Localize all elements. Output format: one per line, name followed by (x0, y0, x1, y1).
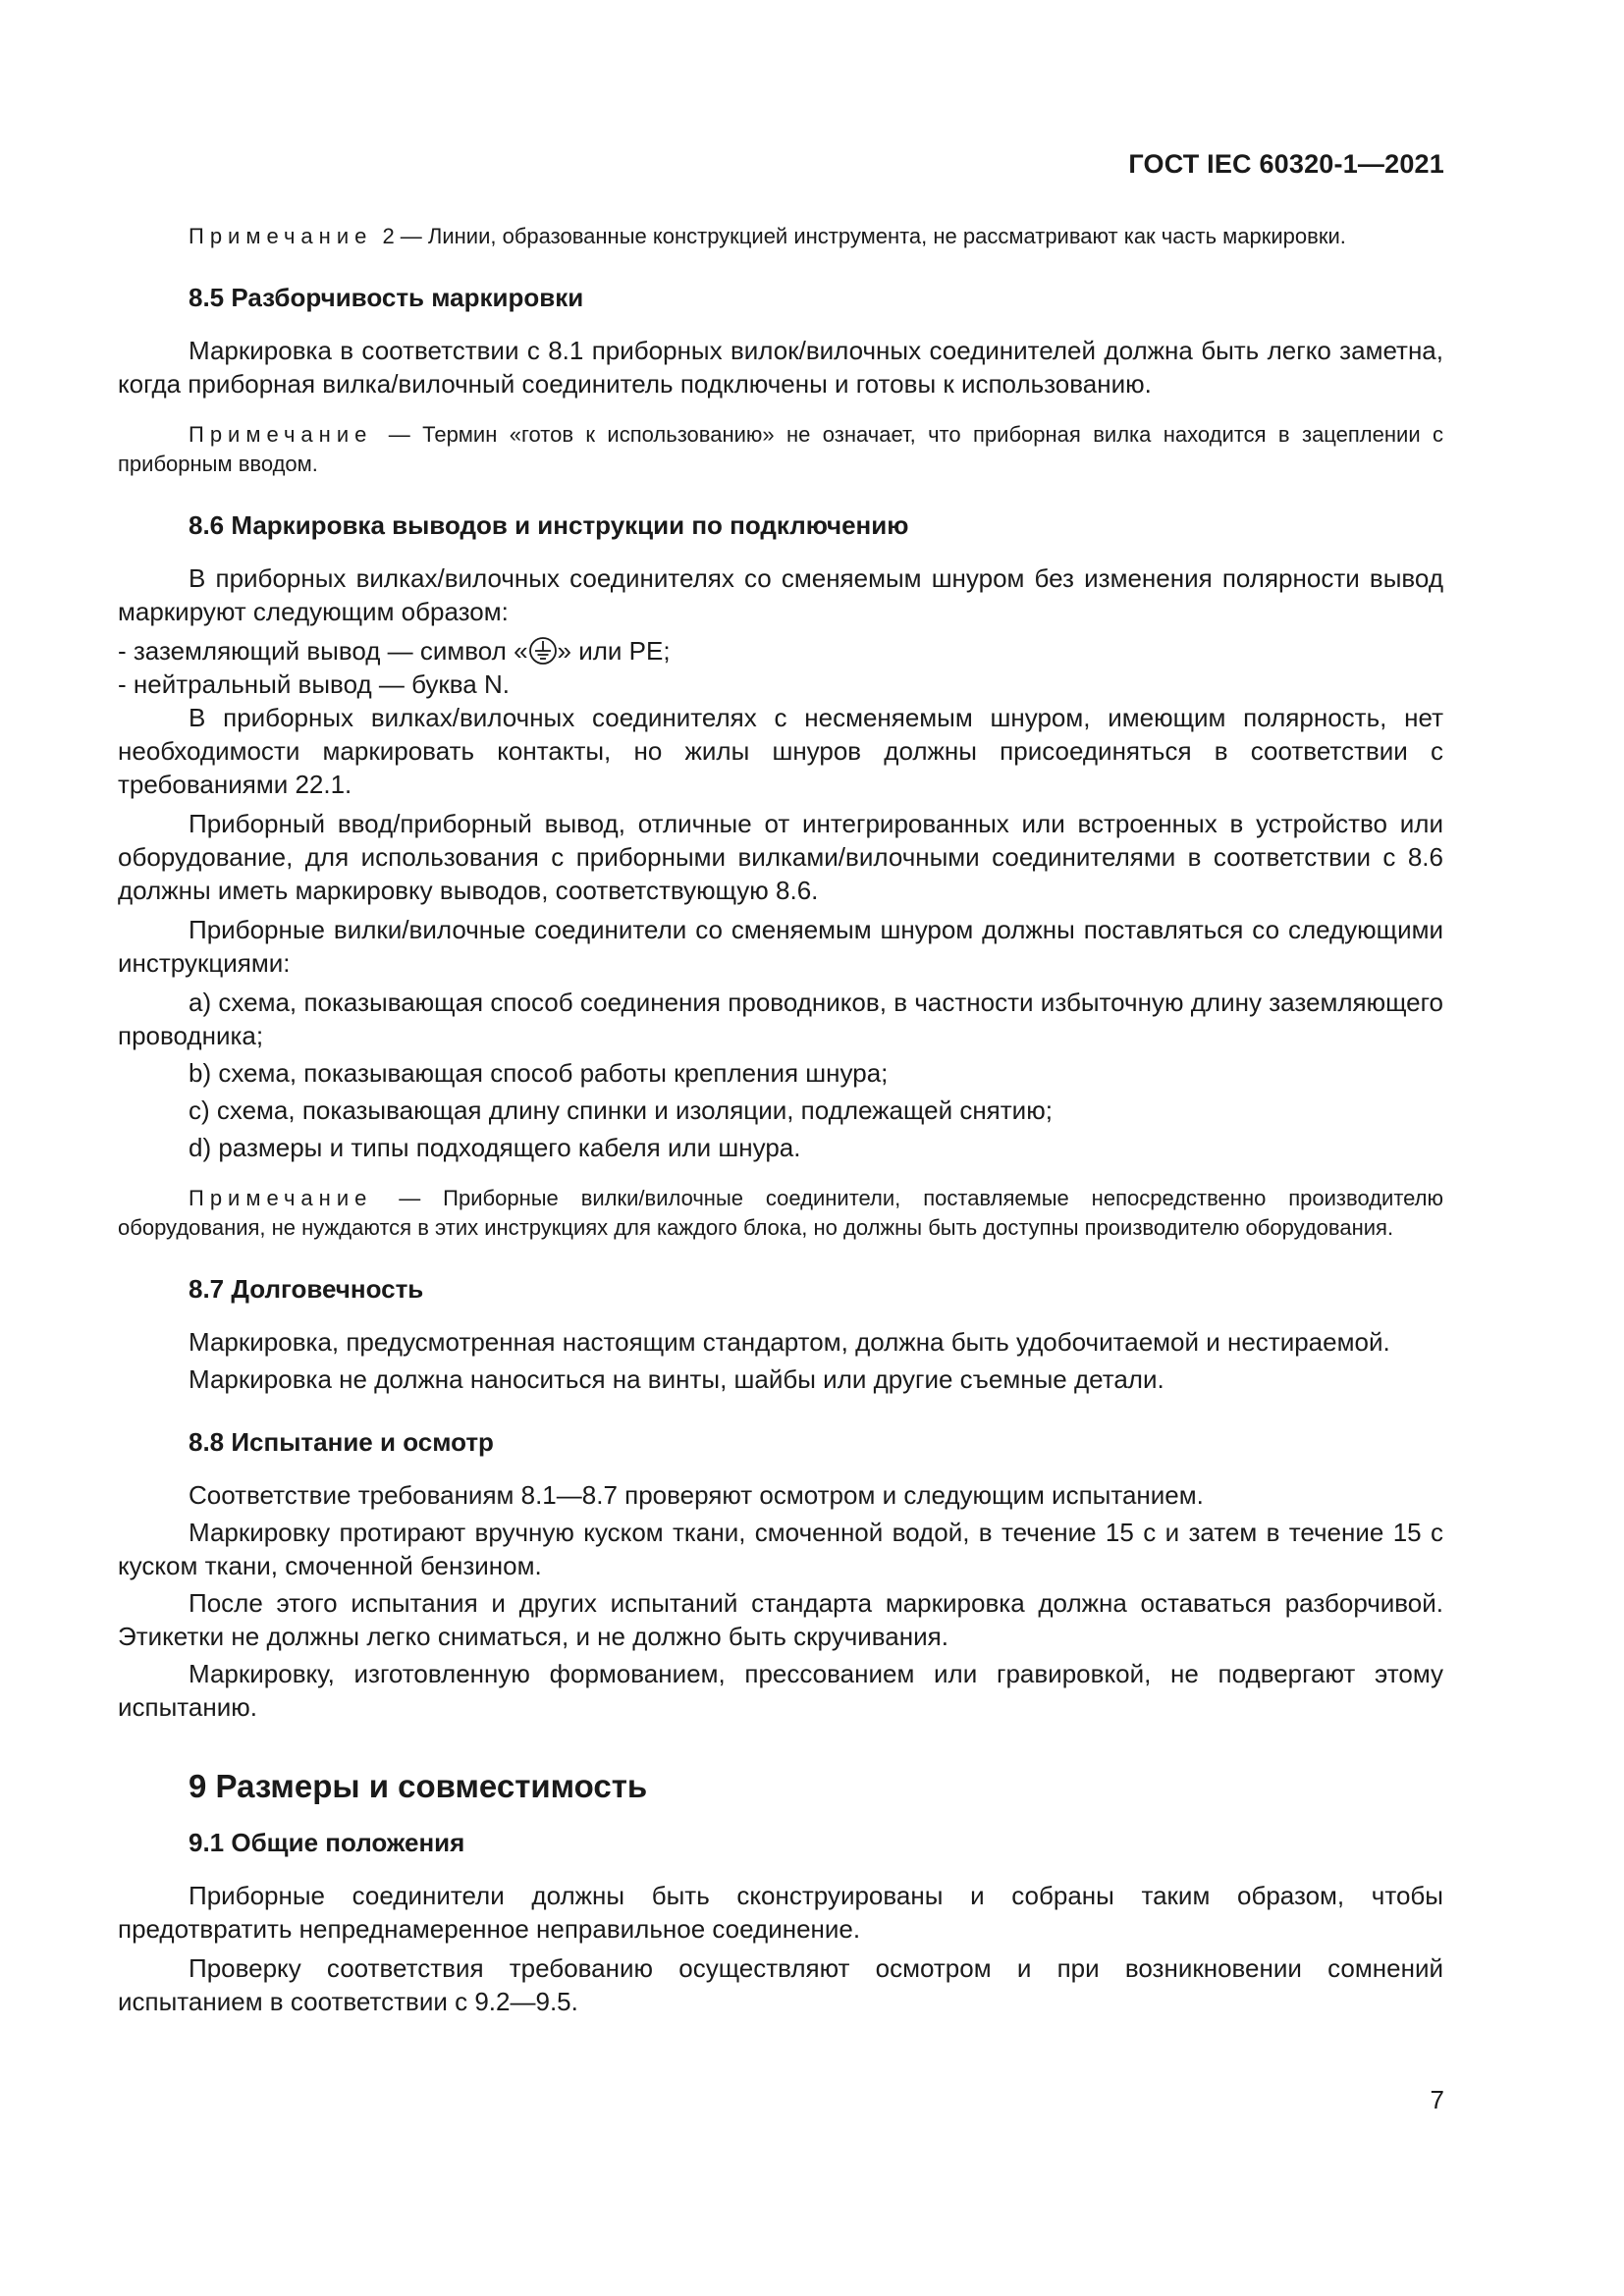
note-label: Примечание (189, 224, 373, 248)
paragraph: Приборный ввод/приборный вывод, отличные от интегрированных или встроенных в устройство или оборудование, для использования с приборными вилками/вилочными соединителями в соответствии с 8.6 должны иметь маркировку выводов, соответствующую 8.6. (118, 809, 1443, 905)
paragraph: В приборных вилках/вилочных соединителях с несменяемым шнуром, имеющим полярность, нет необходимости маркировать контакты, но жилы шнуров должны присоединяться в соответствии с требованиями 22.1. (118, 703, 1443, 799)
note-label: Примечание (189, 422, 373, 447)
paragraph: Маркировка в соответствии с 8.1 приборных вилок/вилочных соединителей должна быть легко заметна, когда приборная вилка/вилочный соединитель подключены и готовы к использованию. (118, 336, 1443, 399)
heading-8-5: 8.5 Разборчивость маркировки (189, 283, 584, 312)
paragraph: Проверку соответствия требованию осуществляют осмотром и при возникновении сомнений испытанием в соответствии с 9.2—9.5. (118, 1953, 1443, 2016)
paragraph: Приборные соединители должны быть сконструированы и собраны таким образом, чтобы предотвратить непреднамеренное неправильное соединение. (118, 1881, 1443, 1944)
note-8-5: Примечание — Термин «готов к использованию» не означает, что приборная вилка находится в зацеплении с приборным вводом. (118, 422, 1443, 476)
list-item-b: b) схема, показывающая способ работы крепления шнура; (189, 1058, 889, 1088)
note-label: Примечание (189, 1186, 373, 1210)
list-item-c: c) схема, показывающая длину спинки и изоляции, подлежащей снятию; (189, 1095, 1053, 1125)
paragraph: В приборных вилках/вилочных соединителях со сменяемым шнуром без изменения полярности вывод маркируют следующим образом: (118, 563, 1443, 626)
list-item-d: d) размеры и типы подходящего кабеля или шнура. (189, 1133, 801, 1162)
paragraph: Маркировку, изготовленную формованием, прессованием или гравировкой, не подвергают этому испытанию. (118, 1659, 1443, 1722)
note-8-6: Примечание — Приборные вилки/вилочные соединители, поставляемые непосредственно производителю оборудования, не нуждаются в этих инструкциях для каждого блока, но должны быть доступны производителю оборудования. (118, 1186, 1443, 1240)
list-item-neutral: - нейтральный вывод — буква N. (118, 669, 510, 699)
page-content (118, 222, 1443, 2018)
list-item-ground: - заземляющий вывод — символ « » или PE; (118, 636, 671, 666)
paragraph: После этого испытания и других испытаний стандарта маркировка должна оставаться разборчивой. Этикетки не должны легко сниматься, и не должно быть скручивания. (118, 1588, 1443, 1651)
document-id-header: ГОСТ IEC 60320-1—2021 (1128, 149, 1444, 179)
heading-8-6: 8.6 Маркировка выводов и инструкции по подключению (189, 510, 909, 540)
page-number: 7 (1430, 2085, 1444, 2114)
paragraph: Маркировка, предусмотренная настоящим стандартом, должна быть удобочитаемой и нестираемой. (189, 1327, 1390, 1357)
protective-earth-icon (528, 636, 558, 666)
list-item-a: a) схема, показывающая способ соединения проводников, в частности избыточную длину заземляющего проводника; (118, 988, 1443, 1050)
note-2: Примечание 2 — Линии, образованные конструкцией инструмента, не рассматривают как часть маркировки. (189, 224, 1346, 248)
heading-9: 9 Размеры и совместимость (189, 1768, 648, 1804)
paragraph: Соответствие требованиям 8.1—8.7 проверяют осмотром и следующим испытанием. (189, 1480, 1204, 1510)
paragraph: Маркировка не должна наноситься на винты, шайбы или другие съемные детали. (189, 1364, 1164, 1394)
paragraph: Маркировку протирают вручную куском ткани, смоченной водой, в течение 15 с и затем в течение 15 с куском ткани, смоченной бензином. (118, 1518, 1443, 1580)
heading-8-8: 8.8 Испытание и осмотр (189, 1427, 494, 1457)
heading-8-7: 8.7 Долговечность (189, 1274, 424, 1304)
heading-9-1: 9.1 Общие положения (189, 1828, 465, 1857)
paragraph: Приборные вилки/вилочные соединители со сменяемым шнуром должны поставляться со следующими инструкциями: (118, 915, 1443, 978)
